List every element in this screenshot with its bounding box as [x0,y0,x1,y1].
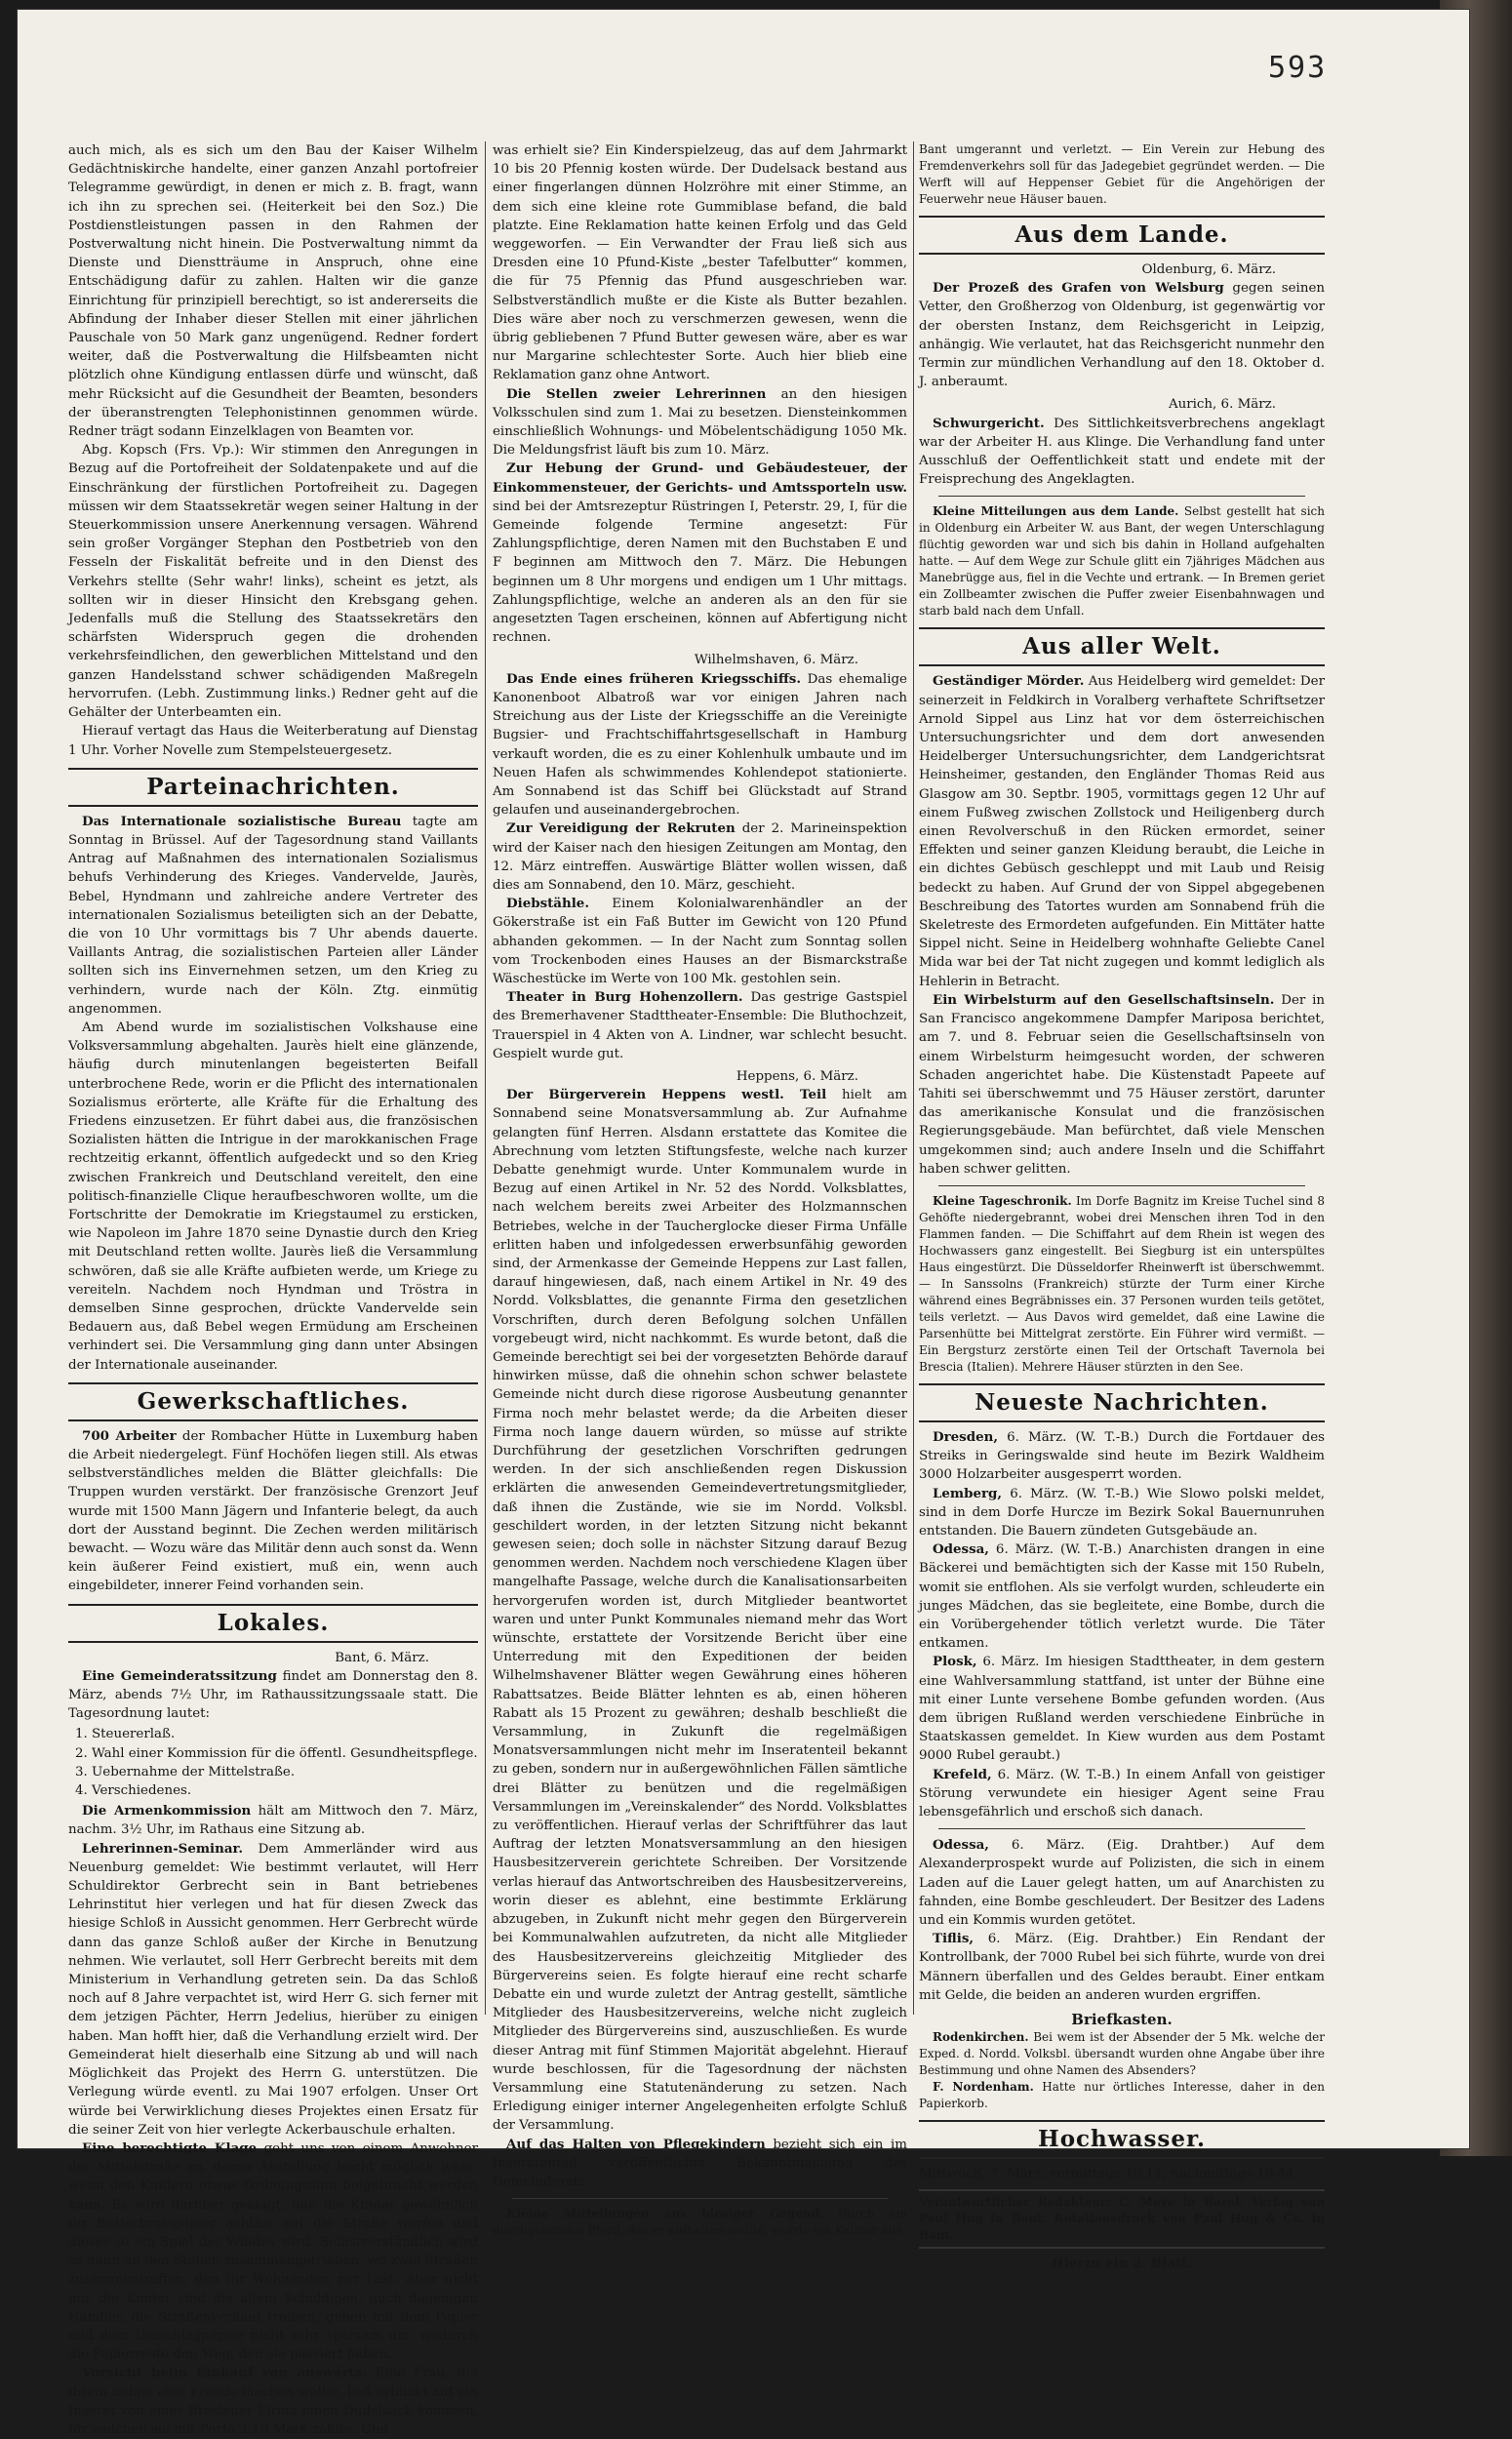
article-text: Das ehemalige Kanonenboot Albatroß war vor einigen Jahren nach Streichung aus der Liste der Kriegsschiffe an die Vereinigte Bugsier- und Frachtschiffahrtsgesellschaft in Hamburg verkauft worden, die es zu einer Kohlenhulk umbaute und im Neuen Hafen als schwimmendes Kohlendepot stationierte. Am Sonnabend ist das Schiff bei Glückstadt auf Strand gelaufen und auseinandergebrochen. [493,671,907,819]
article-text: auch mich, als es sich um den Bau der Kaiser Wilhelm Gedächtniskirche handelte, einer ganzen Anzahl portofreier Telegramme gewürdigt, in denen er mich z. B. fragt, wann ich ihn zu sprechen sei. (Heiterkeit bei den Soz.) Die Postdienstleistungen passen in den Rahmen der Postverwaltung nicht hinein. Die Postverwaltung nimmt da Dienste und Dienstträume in Anspruch, ohne eine Entschädigung dafür zu zahlen. Halten wir die ganze Einrichtung für prinzipiell berechtigt, so ist andererseits die Abfindung der Inhaber dieser Stellen mit einer jährlichen Pauschale von 50 Mark ganz ungenügend. Redner fordert weiter, daß die Postverwaltung die Hilfsbeamten nicht plötzlich ohne Kündigung entlassen dürfe und wünscht, daß mehr Rücksicht auf die Gesundheit der Beamten, besonders der überanstrengten Telephonistinnen genommen würde. Redner trägt sodann Einzelklagen von Beamten vor. [68,143,478,440]
article-text: Im Dorfe Bagnitz im Kreise Tuchel sind 8 Gehöfte niedergebrannt, wobei drei Menschen ihren Tod in den Flammen fanden. — Die Schiffahrt auf dem Rhein ist wegen des Hochwassers ganz eingestellt. Bei Siegburg ist ein unterspültes Haus eingestürzt. Die Düsseldorfer Rheinwerft ist überschwemmt. — In Sanssolns (Frankreich) stürzte der Turm einer Kirche während eines Begräbnisses ein. 37 Personen wurden teils getötet, teils verletzt. — Aus Davos wird gemeldet, daß eine Lawine die Parsenhütte bei Mittelgrat zerstörte. Ein Führer wird vermißt. — Ein Bergsturz zerstörte einen Teil der Ortschaft Tavernola bei Brescia (Italien). Mehrere Häuser stürzten in den See. [919,1193,1325,1374]
divider [938,496,1305,497]
article-lead: Ein Wirbelsturm auf den Gesellschaftsinseln. [933,991,1275,1008]
article [493,820,907,895]
divider [938,1828,1305,1829]
article [919,415,1325,490]
article-lead: Geständiger Mörder. [933,673,1085,690]
article-lead: Das Internationale sozialistische Bureau [82,813,402,829]
article [68,2364,478,2439]
article-lead: Kleine Tageschronik. [933,1193,1072,1208]
section-heading-gewerkschaftliches: Gewerkschaftliches. [68,1382,478,1421]
article [919,1653,1325,1765]
article-lead: Der Prozeß des Grafen von Welsburg [933,280,1224,297]
article-lead: Das Ende eines früheren Kriegsschiffs. [506,670,802,687]
supplement-note: Hierzu ein 2. Blatt. [1051,2256,1193,2272]
agenda-item: 1. Steuererlaß. [92,1725,478,1743]
article-text: sind bei der Amtsrezeptur Rüstringen I, Peterstr. 29, I, für die Gemeinde folgende Termine angesetzt: Für Zahlungspflichtige, deren Namen mit den Buchstaben E und F beginnen am Mittwoch den 7. März. Die Hebungen beginnen um 8 Uhr morgens und endigen um 1 Uhr mittags. Zahlungspflichtige, welche an anderen als an den für sie angesetzten Tagen erscheinen, können auf Abfertigung nicht rechnen. [493,499,907,646]
imprint: Verantwortlicher Redakteur: C. Meye in Barel. Verlag von Paul Hug in Bant. Rotationsdruck von Paul Hug & Co. in Bant. [919,2189,1325,2249]
article-lead: Lehrerinnen-Seminar. [82,1840,244,1857]
article-text: gegen seinen Vetter, den Großherzog von Oldenburg, ist gegenwärtig vor der obersten Instanz, dem Reichsgericht in Leipzig, anhängig. Wie verlautet, hat das Reichsgericht nunmehr den Termin zur mündlichen Verhandlung auf den 18. Oktober d. J. anberaumt. [919,281,1325,390]
article [919,2079,1325,2112]
article-lead: Tiflis, [933,1931,975,1947]
article [919,1428,1325,1485]
article-text: Das gestrige Gastspiel des Bremerhavener Stadttheater-Ensemble: Die Bluthochzeit, Trauerspiel in 4 Akten von A. Lindner, war schlecht besucht. Gespielt wurde gut. [493,990,907,1061]
article-lead: Lemberg, [933,1485,1003,1501]
article [919,279,1325,391]
article-lead: Theater in Burg Hohenzollern. [506,989,743,1006]
article [919,1836,1325,1930]
article-lead: Schwurgericht. [933,415,1045,431]
article-text: 6. März. (Eig. Drahtber.) Ein Rendant der Kontrollbank, der 7000 Rubel bei sich führte, wurde von drei Männern überfallen und des Geldes beraubt. Einer entkam mit Gelde, die beiden an anderen wurden ergriffen. [919,1932,1325,2003]
article-text: 6. März. Im hiesigen Stadttheater, in dem gestern eine Wahlversammlung stattfand, ist unter der Bühne eine mit einer Lunte versehene Bombe gefunden worden. (Aus dem übrigen Rußland werden verschiedene Einbrüche in Staatskassen gemeldet. In Kiew wurden aus dem Postamt 9000 Rubel geraubt.) [919,1655,1325,1764]
article [919,503,1325,620]
article [919,1485,1325,1541]
dateline: Oldenburg, 6. März. [1141,262,1276,277]
column-rule [913,141,914,2015]
article-lead: Rodenkirchen. [933,2030,1029,2045]
article [493,670,907,820]
section-heading-briefkasten: Briefkasten. [1071,2011,1173,2029]
article-lead: Kleine Mitteilungen aus dem Lande. [933,504,1179,519]
article-lead: Zur Vereidigung der Rekruten [506,820,736,837]
article [493,2206,907,2239]
article-text: Bei wem ist der Absender der 5 Mk. welche der Exped. d. Nordd. Volksbl. übersandt wurden ohne Angabe über ihre Bestimmung und ohne Namen des Absenders? [919,2030,1325,2078]
article-text: Hierauf vertagt das Haus die Weiterberatung auf Dienstag 1 Uhr. Vorher Novelle zum Stempelsteuergesetz. [68,724,478,758]
article-lead: Eine berechtigte Klage [82,2139,258,2156]
article-text: bezieht sich ein im Inseratenteil veröffentlichte Bekanntmachung des Gemeinderats. [493,2137,907,2189]
divider [938,1185,1305,1186]
page-number: 593 [1268,51,1328,85]
article-text: geht uns von einem Anwohner der Mittelstraße zu, deren Abstellung leicht möglich wäre, wenn den Kindern etwas Ordnungssinn beigebracht werden kann. Es wird darüber geklagt, daß die Kinder gewöhnlich ihr Butterbrotspapier achtlos auf die Straße werfen und dieses so ein Spiel des Windes wird. Selbstverständlich wird es dann an den Stellen zusammengetrieben, wo zwei Straßen zusammentreffen, den ihr Wohnenden zur Last. Aber nicht nur die Kinder sind die allein Schuldigen, auch diejenigen Händler, die Straßenverkauf treiben, gehen mit dem Papier und dem Umschlagpapier nicht sehr sparsam um, wodurch die Papierreste den Weg, den sie passiert haben. [68,2140,478,2363]
article-text: 6. März. (W. T.-B.) In einem Anfall von geistiger Störung verwundete ein hiesiger Agent seine Frau lebensgefährlich und erschoß sich danach. [919,1767,1325,1819]
article-text: findet am Donnerstag den 8. März, abends 7½ Uhr, im Rathaussitzungssaale statt. Die Tagesordnung lautet: [68,1668,479,1722]
article [919,1540,1325,1653]
article-lead: Zur Hebung der Grund- und Gebäudesteuer, der Einkommensteuer, der Gerichts- und Amtssporteln usw. [493,460,907,496]
divider [512,2198,888,2199]
article-text: Einem Kolonialwarenhändler an der Gökerstraße ist ein Faß Butter im Gewicht von 120 Pfund abhanden gekommen. — In der Nacht zum Sonntag sollen vom Trockenboden eines Hauses an der Bismarckstraße Wäschestücke im Werte von 100 Mk. gestohlen sein. [493,897,907,986]
article-lead: Diebstähle. [506,896,589,912]
article-lead: Dresden, [933,1428,999,1445]
article-text: Eine Frau, die ihrem Sohne eine Freude machen wollte, ließ erblickt auf ein Inserat von einer Breslauer Firma einen Dudelsack kommen, für welchen sie mit Porto 3,10 Mark zahlte. Und [68,2366,478,2437]
article-lead: Auf das Halten von Pflegekindern [506,2136,766,2152]
article-text: Bant umgerannt und verletzt. — Ein Verein zur Hebung des Fremdenverkehrs soll für das Jadegebiet gegründet werden. — Die Werft will auf Heppenser Gebiet für die Angehörigen der Feuerwehr neue Häuser bauen. [919,142,1325,206]
article-lead: Eine Gemeinderatssitzung [82,1667,277,1684]
section-heading-aus-aller-welt: Aus aller Welt. [919,627,1325,666]
section-heading-aus-dem-lande: Aus dem Lande. [919,216,1325,255]
article [68,2139,478,2364]
article-text: Des Sittlichkeitsverbrechens angeklagt war der Arbeiter H. aus Klinge. Die Verhandlung fand unter Ausschluß der Oeffentlichkeit statt und endete mit der Freisprechung des Angeklagten. [919,416,1325,488]
article-text: Selbst gestellt hat sich in Oldenburg ein Arbeiter W. aus Bant, der wegen Unterschlagung flüchtig geworden war und sich bis dahin in Holland aufgehalten hatte. — Auf dem Wege zur Schule glitt ein 7jähriges Mädchen aus Manebrügge aus, fiel in die Vechte und ertrank. — In Bremen geriet ein Zollbeamter zwischen die Puffer zweier Eisenbahnwagen und starb bald nach dem Unfall. [919,504,1326,619]
agenda-list [92,1725,478,1800]
article [493,895,907,988]
article-text: was erhielt sie? Ein Kinderspielzeug, das auf dem Jahrmarkt 10 bis 20 Pfennig kosten würde. Der Dudelsack bestand aus einer fingerlangen dünnen Holzröhre mit einer Stimme, an dem sich eine kleine rote Gummiblase befand, die bald platzte. Eine Reklamation hatte keinen Erfolg und das Geld weggeworfen. — Ein Verwandter der Frau ließ sich aus Dresden eine 10 Pfund-Kiste „bester Tafelbutter“ kommen, die für 75 Pfennig das Pfund ausgeschrieben war. Selbstverständlich mußte er die Kiste als Butter bezahlen. Dies wäre aber noch zu verschmerzen gewesen, wenn die übrig gebliebenen 7 Pfund Butter gewesen wäre, aber es war nur Margarine schlechtester Sorte. Auch hier blieb eine Reklamation ganz ohne Antwort. [493,143,907,383]
article [919,1193,1325,1376]
article [68,813,478,1019]
article-lead: Kleine Mitteilungen aus hiesiger Gegend. [506,2207,824,2221]
article [68,1667,478,1724]
article-text: 6. März. (W. T.-B.) Anarchisten drangen in eine Bäckerei und bemächtigten sich der Kasse mit 150 Rubeln, womit sie entflohen. Als sie verfolgt wurden, schleuderte ein junges Mädchen, das sie begleitete, eine Bombe, durch die ein Vorübergehender tötlich verletzt wurde. Die Täter entkamen. [919,1542,1325,1652]
article [493,460,907,647]
tide-times: Mittwoch, 7. März: vormittags 10.11, nachmittags 10.44 [919,2167,1294,2182]
article [493,1086,907,2135]
article-text: Hatte nur örtliches Interesse, daher in den Papierkorb. [919,2080,1325,2111]
article-lead: Die Stellen zweier Lehrerinnen [506,385,767,402]
article-lead: Der Bürgerverein Heppens westl. Teil [506,1087,827,1103]
article-text: 6. März. (W. T.-B.) Wie Slowo polski meldet, sind in dem Dorfe Hurcze im Bezirk Sokal Bauernunruhen entstanden. Die Bauern zündeten Gutsgebäude an. [919,1486,1325,1539]
article-lead: Odessa, [933,1837,989,1854]
column-2 [493,141,907,2238]
dateline: Bant, 6. März. [335,1650,429,1665]
article-lead: 700 Arbeiter [82,1427,177,1444]
section-heading-parteinachrichten: Parteinachrichten. [68,768,478,807]
article-text: der 2. Marineinspektion wird der Kaiser nach den hiesigen Zeitungen am Montag, den 12. März eintreffen. Auswärtige Blätter wollen wissen, daß dies am Sonnabend, den 10. März, geschieht. [493,821,907,893]
article [919,991,1325,1179]
article [919,2029,1325,2079]
section-heading-lokales: Lokales. [68,1604,478,1643]
dateline: Aurich, 6. März. [1168,397,1276,413]
article-text: Abg. Kopsch (Frs. Vp.): Wir stimmen den Anregungen in Bezug auf die Portofreiheit der Soldatenpakete und auf die Einschränkung der fürstlichen Portofreiheit zu. Dagegen müssen wir dem Staatssekretär wegen seiner Haltung in der Steuerkommission unsere Anerkennung versagen. Während sein großer Vorgänger Stephan den Postbetrieb von den Fesseln der Fiskalität befreite und in den Dienst des Verkehrs stellte (Sehr wahr! links), scheint es jetzt, als sollten wir in dieser Hinsicht den Krebsgang gehen. Jedenfalls muß die Stellung des Staatssekretärs den schärfsten Widerspruch gegen die drohenden verkehrsfeindlichen, den gewerblichen Mittelstand und den ganzen Handelsstand schwer schädigenden Maßregeln hervorrufen. (Lebh. Zustimmung links.) Redner geht auf die Gehälter der Unterbeamten ein. [68,443,478,721]
article-text: Aus Heidelberg wird gemeldet: Der seinerzeit in Feldkirch in Voralberg verhaftete Schriftsetzer Arnold Sippel aus Linz hat vor dem österreichischen Untersuchungsrichter und dem dort anwesenden Heidelberger Untersuchungsrichter, dem Landgerichtsrat Heinsheimer, gestanden, den Engländer Thomas Reid aus Glasgow am 30. Septbr. 1905, vormittags gegen 12 Uhr auf einem Fußweg zwischen Zollstock und Heiligenberg durch einen Revolverschuß in den Rücken ermordet, seiner Effekten und seiner ganzen Kleidung beraubt, die Leiche in ein dichtes Gebüsch geschleppt und mit Laub und Reisig bedeckt zu haben. Auf Grund der von Sippel abgegebenen Beschreibung des Tatortes wurden am Sonnabend früh die Skeletreste des Ermordeten aufgefunden. Ein Mittäter hatte Sippel nicht. Seine in Heidelberg wohnhafte Geliebte Canel Mida war bei der Tat nicht zugegen und kommt lediglich als Hehlerin in Betracht. [919,674,1325,989]
column-1 [68,141,479,2437]
article-text: Der in San Francisco angekommene Dampfer Mariposa berichtet, am 7. und 8. Februar seien die Gesellschaftsinseln von einem Wirbelsturm heimgesucht worden, der schweren Schaden angerichtet habe. Die Küstenstadt Papeete auf Tahiti sei überschwemmt und 75 Häuser zerstört, darunter das amerikanische Konsulat und die französischen Regierungsgebäude. Man befürchtet, daß viele Menschen umgekommen sind; auch andere Inseln und die Schiffahrt haben schwer gelitten. [919,992,1325,1177]
article-lead: Die Armenkommission [82,1803,252,1819]
article-lead: Vorsicht beim Einkauf von auswärts. [82,2365,367,2381]
article [919,1930,1325,2005]
article [493,988,907,1063]
agenda-item: 2. Wahl einer Kommission für die öffentl. Gesundheitspflege. [92,1744,478,1763]
article [68,1802,478,1839]
dateline: Wilhelmshaven, 6. März. [694,653,858,668]
column-3 [919,141,1326,2272]
section-heading-neueste-nachrichten: Neueste Nachrichten. [919,1383,1325,1422]
column-rule [485,141,486,2015]
section-heading-hochwasser: Hochwasser. [919,2120,1325,2159]
agenda-item: 4. Verschiedenes. [92,1781,478,1800]
article-text: 6. März. (W. T.-B.) Durch die Fortdauer des Streiks in Geringswalde sind heute im Bezirk Waldheim 3000 Holzarbeiter ausgesperrt worden. [919,1429,1325,1483]
agenda-item: 3. Uebernahme der Mittelstraße. [92,1763,478,1781]
article-text: Durch ein durchgehendes Pferd, das er aufhalten wollte, wurde ein Kellner aus [493,2207,907,2238]
article-text: Dem Ammerländer wird aus Neuenburg gemeldet: Wie bestimmt verlautet, will Herr Schuldirektor Gerbrecht sein in Bant betriebenes Lehrinstitut hier verlegen und hat für diesen Zweck das hiesige Schloß in Aussicht genommen. Herr Gerbrecht würde dann das ganze Schloß außer der Kirche in Benutzung nehmen. Wie verlautet, soll Herr Gerbrecht bereits mit dem Ministerium in Verhandlung getreten sein. Da das Schloß noch auf 8 Jahre verpachtet ist, wird Herr G. sich ferner mit dem jetzigen Pächter, Herrn Jedelius, hierüber zu einigen haben. Man hofft hier, daß die Verhandlung erzielt wird. Der Gemeinderat hielt dieserhalb eine Sitzung ab und will nach Möglichkeit das Projekt des Herrn G. unterstützen. Die Verlegung würde eventl. zu Mai 1907 erfolgen. Unser Ort würde bei Verwirklichung dieses Projektes einen Ersatz für die seiner Zeit von hier verlegte Ackerbauschule erhalten. [68,1841,478,2138]
article-lead: Odessa, [933,1541,989,1558]
article-lead: Plosk, [933,1654,977,1670]
article [493,385,907,460]
article-text: der Rombacher Hütte in Luxemburg haben die Arbeit niedergelegt. Fünf Hochöfen liegen still. Als etwas selbstverständliches melden die Blätter gleichfalls: Die Truppen wurden verstärkt. Der französische Grenzort Jeuf wurde mit 1500 Mann Jägern und Infanterie belegt, da auch dort der Ausstand beginnt. Die Zechen werden militärisch bewacht. — Wozu wäre das Militär denn auch sonst da. Wenn kein äußerer Feind existiert, muß ein, wenn auch eingebildeter, innerer Feind vorhanden sein. [68,1428,479,1594]
article-text: hielt am Sonnabend seine Monatsversammlung ab. Zur Aufnahme gelangten fünf Herren. Alsdann erstattete das Komitee die Abrechnung vom letzten Stiftungsfeste, welche nach kurzer Debatte genehmigt wurde. Unter Kommunalem wurde in Bezug auf einen Artikel in Nr. 52 des Nordd. Volksblattes, nach welchem bereits zwei Arbeiter des Holzmannschen Betriebes, welche in der Taucherglocke dieser Firma Unfälle erlitten haben und infolgedessen erwerbsunfähig geworden sind, der Armenkasse der Gemeinde Heppens zur Last fallen, darauf hingewiesen, daß, nach einem Artikel in Nr. 49 des Nordd. Volksblattes, die genannte Firma den gesetzlichen Vorschriften, durch deren Befolgung solchen Unfällen vorgebeugt wird, nicht nachkommt. Es wurde betont, daß die Gemeinde berechtigt sei bei der vorgesetzten Behörde darauf hinwirken müsse, daß die ohnehin schon schwer belastete Gemeinde nicht durch diese rigorose Ausbeutung genannter Firma noch mehr belastet werde; da die Arbeiten dieser Firma noch lange dauern würden, so müsse auf strikte Durchführung der gesetzlichen Vorschriften gedrungen werden. In der sich anschließenden regen Diskussion erklärten die anwesenden Gemeindevertretungsmitglieder, daß ihnen die Zustände, wie sie im Nordd. Volksbl. geschildert worden, in der letzten Sitzung nicht bekannt gewesen seien; doch solle in nächster Sitzung darauf Bezug genommen werden. Nachdem noch verschiedene Klagen über mangelhafte Passage, welche durch die Kanalisationsarbeiten hervorgerufen worden ist, durch Mitglieder beantwortet waren und unter Punkt Kommunales niemand mehr das Wort wünschte, erstattete der Vorsitzende Bericht über eine Unterredung mit den Expeditionen der beiden Wilhelmshavener Blätter wegen Gewährung eines höheren Rabattsatzes. Beide Blätter lehnten es ab, einen höheren Rabatt als 15 Prozent zu gewähren; deshalb beschließt die Versammlung, in Zukunft die regelmäßigen Monatsversammlungen nicht mehr im Inseratenteil bekannt zu geben, sondern nur in außergewöhnlichen Fällen sämtliche drei Blätter zu benützen und die regelmäßigen Versammlungen im „Vereinskalender“ des Nordd. Volksblattes zu veröffentlichen. Hierauf verlas der Schriftführer das laut Auftrag der letzten Monatsversammlung an den hiesigen Hausbesitzerverein gerichtete Schreiben. Der Vorsitzende verlas hierauf das Antwortschreiben des Hausbesitzervereins, worin dieser es ablehnt, eine bestimmte Erklärung abzugeben, in Zukunft nicht mehr gegen den Bürgerverein bei Kommunalwahlen aufzutreten, da nicht alle Mitglieder des Hausbesitzervereins gleichzeitig Mitglieder des Bürgervereins seien. Es folgte hierauf eine recht scharfe Debatte ein und wurde zuletzt der Antrag gestellt, sämtliche Mitglieder des Hausbesitzervereins, welche nicht zugleich Mitglieder des Bürgervereins sind, auszuschließen. Es wurde dieser Antrag mit fünf Stimmen Majorität abgelehnt. Hierauf wurde beschlossen, für die Tagesordnung der nächsten Versammlung eine Statutenänderung zu setzen. Nach Erledigung einiger interner Angelegenheiten erfolgte Schluß der Versammlung. [493,1088,907,2134]
article-text: tagte am Sonntag in Brüssel. Auf der Tagesordnung stand Vaillants Antrag auf Maßnahmen des internationalen Sozialismus behufs Verhinderung des Krieges. Vandervelde, Jaurès, Bebel, Hyndmann und zahlreiche andere Vertreter des internationalen Sozialismus beteiligten sich an der Debatte, die von 10 Uhr vormittags bis 7 Uhr abends dauerte. Vaillants Antrag, die sozialistischen Parteien aller Länder sollten sich ins Einvernehmen setzen, um den Krieg zu verhindern, wurde nach der Köln. Ztg. einmütig angenommen. [68,814,478,1017]
article-text: hält am Mittwoch den 7. März, nachm. 3½ Uhr, im Rathaus eine Sitzung ab. [68,1804,478,1838]
article [919,672,1325,990]
article [68,1840,478,2139]
article-text: an den hiesigen Volksschulen sind zum 1. Mai zu besetzen. Diensteinkommen einschließlich Wohnungs- und Möbelentschädigung 1050 Mk. Die Meldungsfrist läuft bis zum 10. März. [493,386,907,459]
article-text: 6. März. (Eig. Drahtber.) Auf dem Alexanderprospekt wurde auf Polizisten, die sich in einem Laden auf die Lauer gelegt hatten, um auf Anarchisten zu fahnden, eine Bombe geschleudert. Der Besitzer des Ladens und ein Kommis wurden getötet. [919,1838,1325,1928]
article [919,1766,1325,1822]
article [493,2136,907,2192]
dateline: Heppens, 6. März. [736,1068,858,1084]
article-lead: Krefeld, [933,1766,992,1782]
article-lead: F. Nordenham. [933,2080,1034,2095]
article-text: Am Abend wurde im sozialistischen Volkshause eine Volksversammlung abgehalten. Jaurès hielt eine glänzende, häufig durch minutenlangen begeisterten Beifall unterbrochene Rede, worin er die Pflicht des internationalen Sozialismus erörterte, alle Kräfte für die Erhaltung des Friedens einzusetzen. Er führt dabei aus, die französischen Sozialisten hätten die Intrigue in der marokkanischen Frage rechtzeitig erkannt, öffentlich aufgedeckt und so den Krieg zwischen Frankreich und Deutschland vereitelt, den eine politisch-finanzielle Clique heraufbeschworen wollte, um die Fortschritte der Demokratie im Kriegstaumel zu ersticken, wie Napoleon im Jahre 1870 seine Dynastie durch den Krieg mit Deutschland retten wollte. Jaurès ließ die Versammlung schwören, daß sie alle Kräfte aufbieten werde, um Kriege zu vereiteln. Nachdem noch Hyndman und Tröstra in demselben Sinne gesprochen, drückte Vandervelde sein Bedauern aus, daß Bebel wegen Ermüdung am Erscheinen verhindert sei. Die Versammlung ging dann unter Absingen der Internationale auseinander. [68,1020,478,1373]
article [68,1427,478,1596]
